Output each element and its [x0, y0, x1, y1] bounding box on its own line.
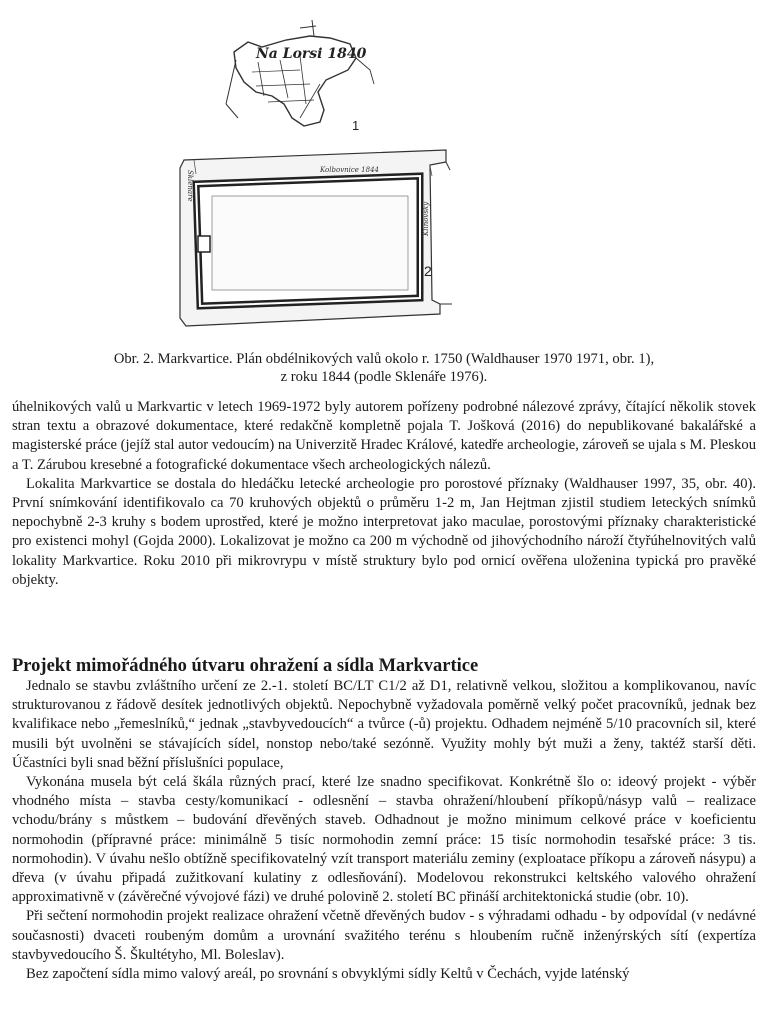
paragraph: Jednalo se stavbu zvláštního určení ze 2.-1. století BC/LT C1/2 až D1, relativně velkou, složitou a komplikovanou, navíc strukturovanou z řádově desítek jednotlivých objektů. Nepochybně vyžadovala poměrně velký počet pracovníků, jednak bez kvalifikace nebo „řemeslníků,“ jednak „stavbyvedoucích“ a tvůrce (-ů) projektu. Odhadem nejméně 5/10 pracovních sil, které musili být uvolněni se stávajících sídel, nonstop nebo/také sezónně. Využity mohly být muži a ženy, taktéž starší děti. Účastníci byli snad běžní příslušníci populace, [12, 678, 756, 771]
figure-caption [40, 350, 728, 386]
body-text-top [12, 398, 756, 590]
section-heading: Projekt mimořádného útvaru ohražení a sídla Markvartice [12, 656, 479, 676]
map-1750 [226, 20, 374, 126]
paragraph: Bez započtení sídla mimo valový areál, po srovnání s obvyklými sídly Keltů v Čechách, vyjde laténský [26, 966, 630, 983]
paragraph: Vykonána musela být celá škála různých prací, které lze snadno specifikovat. Konkrétně šlo o: ideový projekt - výběr vhodného místa – stavba cesty/komunikací - odlesnění – stavba ohražení/hloubení příkopů/násyp valů – realizace vchodu/brány s můstkem – budování dřevěných staveb. Odhadnout je možno minimum celkové práce v koeficientu normohodin (přípravné práce: minimálně 5 tisíc normohodin zemní práce: 15 tisíc normohodin tesařské práce: 3 tis. normohodin). V úvahu nešlo obtížně specifikovatelný vzít transport materiálu zeminy (exploatace příkopu a zároveň násypu) a dřeva (v úvahu připadá zužitkovaní kulatiny z odlesňování). Modelovou rekonstrukci keltského valového ohražení approximativně v (závěrečné vývojové fázi) ve druhé polovině 2. století BC přináší architektonická studie (obr. 10). [12, 774, 756, 906]
paragraph: úhelnikových valů u Markvartic v letech 1969-1972 byly autorem pořízeny podrobné nálezové zprávy, čítající několik stovek stran textu a obrazové dokumentace, které redakčně kompletně pojala T. Jošková (2016) do nepublikované bakalářské a magisterské práce (jejíž stal autor vedoucím) na Univerzitě Hradec Králové, katedře archeologie, zároveň se ujala s M. Pleskou a T. Zárubou kresebné a fotografické dokumentace všech archeologických nálezů. [12, 399, 756, 473]
map-1844-left-note: Sklenáře [186, 170, 194, 202]
map-1750-number: 1 [352, 118, 360, 133]
map-1750-script: Na Lorsi 1840 [256, 46, 367, 62]
body-text-section [12, 677, 756, 984]
caption-line-2: z roku 1844 (podle Sklenáře 1976). [280, 369, 488, 385]
figure-maps [0, 0, 768, 345]
paragraph: Při sečtení normohodin projekt realizace ohražení včetně dřevěných budov - s výhradami odhadu - by odpovídal (v nedávné současnosti) dvaceti roubeným domům a urovnání svažitého terénu s hloubením ručně inženýrských sítí (expertíza stavbyvedoucího Š. Škultétyho, Ml. Boleslav). [12, 908, 756, 963]
figure-illustration [0, 0, 768, 345]
map-1844-top-note: Kolbovnice 1844 [320, 166, 379, 174]
paragraph: Lokalita Markvartice se dostala do hledáčku letecké archeologie pro porostové příznaky (Waldhauser 1997, 35, obr. 40). První snímkování identifikovalo ca 70 kruhových objektů o průměru 1-2 m, Jan Hejtman zjistil studiem leteckých snímků nepochybně 2-3 kruhy s bodem uprostřed, které je možno interpretovat jako maculae, porostovými příznaky charakteristické pro existenci mohyl (Gojda 2000). Lokalizovat je možno ca 200 m východně od jihovýchodního nároží čtyřúhelnovitých valů lokality Markvartice. Roku 2010 při mikrovrypu v místě struktury bylo pod ornicí ověřena uloženina typická pro pravěké objekty. [12, 475, 756, 588]
map-1844 [180, 150, 452, 326]
map-1844-right-note: Klinovský [422, 201, 430, 236]
map-1844-number: 2 [424, 263, 432, 279]
caption-line-1: Obr. 2. Markvartice. Plán obdélnikových valů okolo r. 1750 (Waldhauser 1970 1971, obr. 1), [113, 351, 655, 367]
